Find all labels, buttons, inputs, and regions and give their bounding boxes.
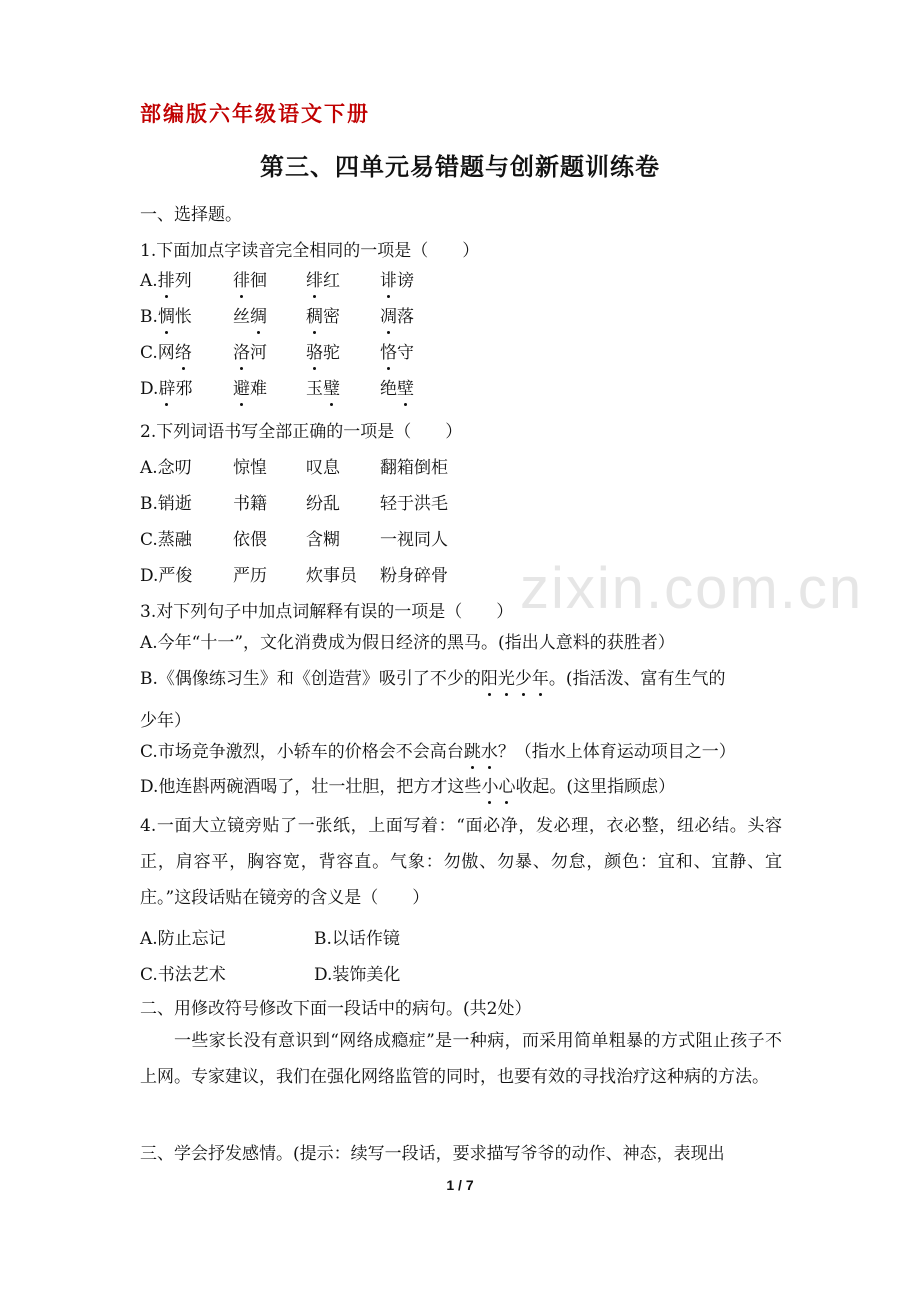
q3-opt-d-part1: D.他连斟两碗酒喝了，壮一壮胆，把方才这些 [140, 777, 482, 797]
q1-opt-b-4: 凋落 [380, 302, 414, 327]
q2-stem: 2.下列词语书写全部正确的一项是（ ） [140, 422, 463, 442]
q1-opt-a-1: A.排列 [140, 266, 192, 291]
q2-opt-c-1: C.蒸融 [140, 530, 192, 550]
dot-char: 小 [481, 772, 498, 797]
q2-opt-b-3: 纷乱 [306, 494, 340, 514]
q3-opt-d-part3: 收起。(这里指顾虑） [515, 777, 676, 797]
q4-opt-d: D.装饰美化 [314, 965, 401, 985]
watermark: zixin.com.cn [520, 556, 864, 621]
q4-opt-b: B.以话作镜 [314, 929, 400, 949]
dot-char: 光 [498, 664, 515, 689]
q3-opt-c [140, 737, 736, 762]
dot-char: 少 [515, 664, 532, 689]
dot-char: 水 [481, 737, 498, 762]
section2-heading: 二、用修改符号修改下面一段话中的病句。(共2处） [140, 999, 532, 1019]
q1-opt-d-4: 绝壁 [380, 374, 414, 399]
q4-stem: 4.一面大立镜旁贴了一张纸，上面写着：“面必净，发必理，衣必整，纽必结。头容正，肩容平，胸容宽，背容直。气象：勿傲、勿暴、勿怠，颜色：宜和、宜静、宜庄。”这段话贴在镜旁的含义是（ ） [140, 816, 782, 908]
q2-opt-a-2: 惊惶 [233, 458, 267, 478]
q1-opt-d-3: 玉璧 [306, 374, 340, 399]
dot-char: 避 [233, 374, 250, 399]
dot-char: 璧 [323, 374, 340, 399]
dot-char: 壁 [397, 374, 414, 399]
dot-char: 徘 [233, 266, 250, 291]
dot-char: 绸 [250, 302, 267, 327]
dot-char: 恪 [380, 338, 397, 363]
q4-opt-a: A.防止忘记 [140, 929, 226, 949]
dot-char: 骆 [306, 338, 323, 363]
q1-opt-d-2: 避难 [233, 374, 267, 399]
q2-opt-d-1: D.严俊 [140, 566, 193, 586]
dot-char: 辟 [158, 374, 175, 399]
page-number: 1 / 7 [446, 1177, 474, 1193]
q2-opt-b-4: 轻于洪毛 [380, 494, 448, 514]
q1-opt-c-4: 恪守 [380, 338, 414, 363]
dot-char: 凋 [380, 302, 397, 327]
q2-opt-d-4: 粉身碎骨 [380, 566, 448, 586]
q3-opt-c-part3: ？（指水上体育运动项目之一） [497, 742, 736, 762]
q2-opt-c-3: 含糊 [306, 530, 340, 550]
q3-opt-b-part1: B.《偶像练习生》和《创造营》吸引了不少的 [140, 669, 481, 689]
dot-char: 跳 [464, 737, 481, 762]
q2-opt-a-3: 叹息 [306, 458, 340, 478]
q3-opt-a: A.今年“十一”，文化消费成为假日经济的黑马。(指出人意料的获胜者） [140, 633, 675, 653]
q3-opt-b-line1 [140, 664, 726, 689]
q2-opt-b-1: B.销逝 [140, 494, 192, 514]
section2-paragraph: 一些家长没有意识到“网络成瘾症”是一种病，而采用简单粗暴的方式阻止孩子不上网。专家建议，我们在强化网络监管的同时，也要有效的寻找治疗这种病的方法。 [140, 1031, 782, 1087]
section1-heading: 一、选择题。 [140, 205, 242, 225]
dot-char: 诽 [380, 266, 397, 291]
q3-opt-d [140, 772, 675, 797]
dot-char: 惆 [158, 302, 175, 327]
q1-opt-b-3: 稠密 [306, 302, 340, 327]
q3-opt-c-part1: C.市场竞争激烈，小轿车的价格会不会高台 [140, 742, 464, 762]
dot-char: 年 [532, 664, 549, 689]
q2-opt-a-1: A.念叨 [140, 458, 192, 478]
q2-opt-d-3: 炊事员 [306, 566, 357, 586]
q1-opt-a-4: 诽谤 [380, 266, 414, 291]
q2-opt-c-4: 一视同人 [380, 530, 448, 550]
q1-opt-c-2: 洛河 [233, 338, 267, 363]
q2-opt-b-2: 书籍 [233, 494, 267, 514]
dot-char: 绯 [306, 266, 323, 291]
q2-opt-c-2: 依偎 [233, 530, 267, 550]
section3-heading: 三、学会抒发感情。(提示：续写一段话，要求描写爷爷的动作、神态，表现出 [140, 1144, 725, 1164]
dot-char: 洛 [233, 338, 250, 363]
q1-opt-a-2: 徘徊 [233, 266, 267, 291]
q1-opt-b-2: 丝绸 [233, 302, 267, 327]
brand-title: 部编版六年级语文下册 [140, 101, 370, 126]
q1-opt-a-3: 绯红 [306, 266, 340, 291]
q3-opt-b-line2: 少年） [140, 711, 191, 731]
q4-opt-c: C.书法艺术 [140, 965, 226, 985]
q1-opt-b-1: B.惆怅 [140, 302, 192, 327]
q3-stem: 3.对下列句子中加点词解释有误的一项是（ ） [140, 602, 514, 622]
q1-opt-d-1: D.辟邪 [140, 374, 192, 399]
dot-char: 心 [498, 772, 515, 797]
dot-char: 排 [158, 266, 175, 291]
q3-opt-b-part3: 。(指活泼、富有生气的 [548, 669, 726, 689]
dot-char: 络 [175, 338, 192, 363]
q2-opt-d-2: 严历 [233, 566, 267, 586]
q3-opt-b-dotted [481, 669, 549, 689]
page-title: 第三、四单元易错题与创新题训练卷 [260, 152, 660, 181]
dot-char: 阳 [481, 664, 498, 689]
q1-opt-c-1: C.网络 [140, 338, 192, 363]
dot-char: 稠 [306, 302, 323, 327]
q1-opt-c-3: 骆驼 [306, 338, 340, 363]
q2-opt-a-4: 翻箱倒柜 [380, 458, 448, 478]
q1-stem: 1.下面加点字读音完全相同的一项是（ ） [140, 241, 480, 261]
